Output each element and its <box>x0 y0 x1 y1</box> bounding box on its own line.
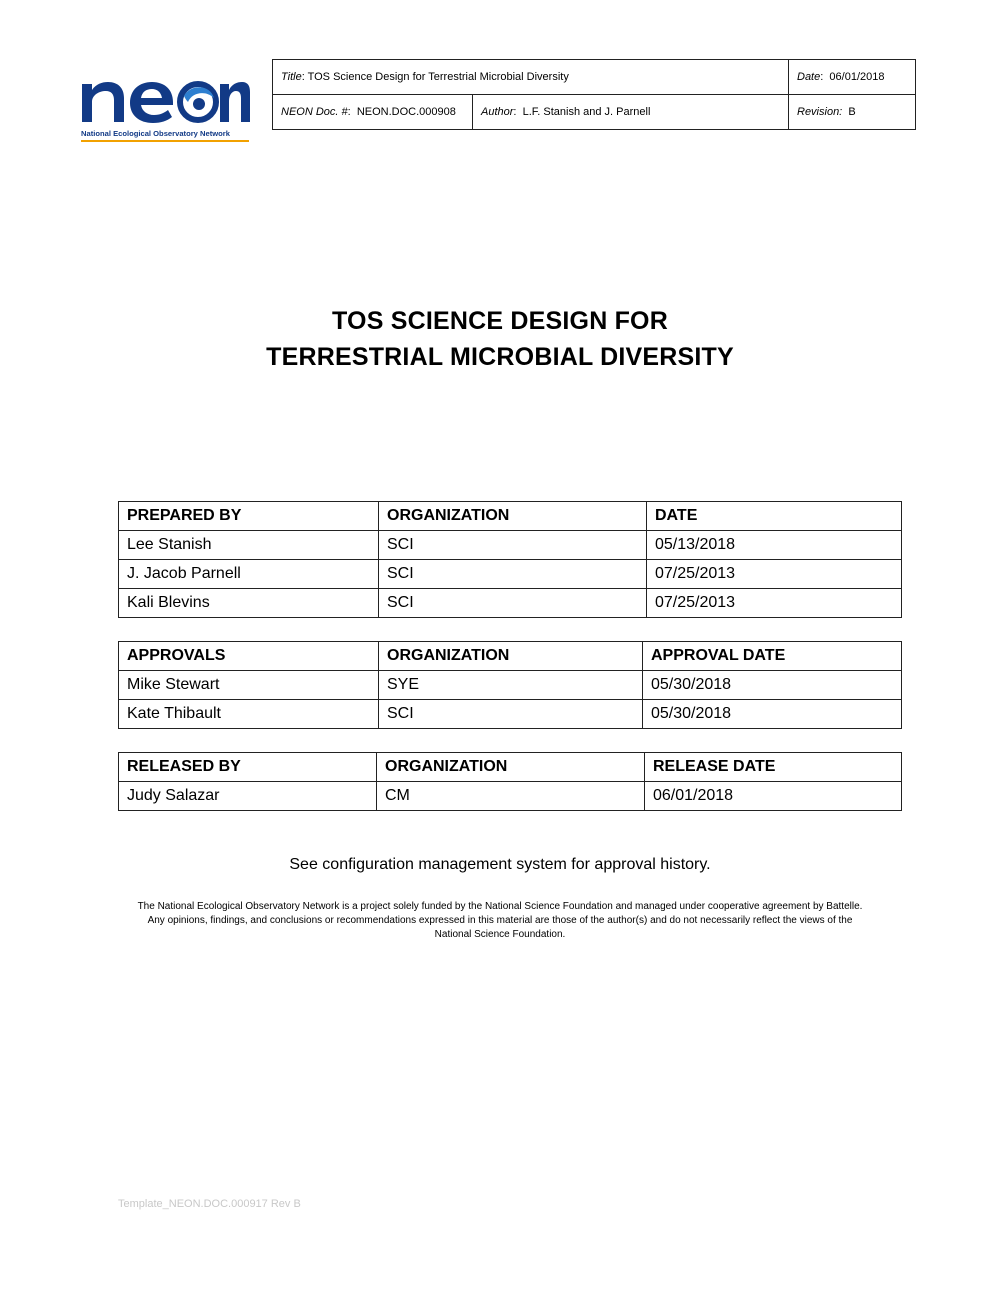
header-author-label: Author <box>481 106 514 118</box>
neon-logo <box>78 70 252 142</box>
approval-date: 05/30/2018 <box>643 700 902 729</box>
table-row <box>119 560 902 589</box>
header-date-cell: Date: 06/01/2018 <box>789 60 916 95</box>
approver-organization: SCI <box>379 700 643 729</box>
header-author-cell: Author: L.F. Stanish and J. Parnell <box>473 95 789 130</box>
preparer-date: 07/25/2013 <box>647 589 902 618</box>
approver-organization: SYE <box>379 671 643 700</box>
logo-tagline: National Ecological Observatory Network <box>81 129 230 138</box>
header-revision-cell <box>789 95 916 130</box>
disclaimer-line: The National Ecological Observatory Network is a project solely funded by the National Science Foundation and managed under cooperative agreement by Battelle. <box>137 901 863 912</box>
released-by-table <box>118 752 902 811</box>
template-footer: Template_NEON.DOC.000917 Rev B <box>118 1198 301 1210</box>
prepared-by-table <box>118 501 902 618</box>
header-date-value: 06/01/2018 <box>829 71 885 83</box>
header-doc-value: NEON.DOC.000908 <box>356 106 456 118</box>
column-header: APPROVALS <box>119 642 379 671</box>
logo-underline <box>81 140 249 142</box>
header-revision-label: Revision: <box>797 106 843 118</box>
disclaimer-line: National Science Foundation. <box>434 929 566 940</box>
column-header: ORGANIZATION <box>379 642 643 671</box>
preparer-organization: SCI <box>379 560 647 589</box>
table-row <box>119 671 902 700</box>
preparer-name: Kali Blevins <box>119 589 379 618</box>
preparer-organization: SCI <box>379 589 647 618</box>
document-title <box>0 303 1000 375</box>
preparer-name: Lee Stanish <box>119 531 379 560</box>
approver-name: Mike Stewart <box>119 671 379 700</box>
column-header: ORGANIZATION <box>379 502 647 531</box>
approvals-table <box>118 641 902 729</box>
disclaimer-line: Any opinions, findings, and conclusions or recommendations expressed in this material are those of the author(s) and do not necessarily reflect the views of the <box>147 915 853 926</box>
header-date-label: Date <box>797 71 821 83</box>
header-title-cell: Title: TOS Science Design for Terrestrial Microbial Diversity <box>273 60 789 95</box>
approval-date: 05/30/2018 <box>643 671 902 700</box>
preparer-date: 07/25/2013 <box>647 560 902 589</box>
column-header: PREPARED BY <box>119 502 379 531</box>
table-row <box>119 782 902 811</box>
column-header: DATE <box>647 502 902 531</box>
approver-name: Kate Thibault <box>119 700 379 729</box>
table-row <box>119 700 902 729</box>
funding-disclaimer <box>110 900 890 942</box>
header-revision-value: B <box>848 106 856 118</box>
column-header: RELEASED BY <box>119 753 377 782</box>
releaser-organization: CM <box>377 782 645 811</box>
header-author-value: L.F. Stanish and J. Parnell <box>522 106 651 118</box>
column-header: RELEASE DATE <box>645 753 902 782</box>
release-date: 06/01/2018 <box>645 782 902 811</box>
releaser-name: Judy Salazar <box>119 782 377 811</box>
preparer-name: J. Jacob Parnell <box>119 560 379 589</box>
column-header: APPROVAL DATE <box>643 642 902 671</box>
document-header-table <box>272 59 916 130</box>
preparer-date: 05/13/2018 <box>647 531 902 560</box>
header-title-value: TOS Science Design for Terrestrial Microbial Diversity <box>307 71 569 83</box>
header-title-label: Title <box>281 71 302 83</box>
column-header: ORGANIZATION <box>377 753 645 782</box>
configuration-note: See configuration management system for approval history. <box>289 856 711 873</box>
table-row <box>119 531 902 560</box>
document-title-line2: TERRESTRIAL MICROBIAL DIVERSITY <box>266 343 734 371</box>
neon-wordmark-icon <box>78 70 250 126</box>
header-doc-label: NEON Doc. # <box>281 106 348 118</box>
preparer-organization: SCI <box>379 531 647 560</box>
table-row <box>119 589 902 618</box>
document-title-line1: TOS SCIENCE DESIGN FOR <box>332 307 668 335</box>
header-doc-cell: NEON Doc. #: NEON.DOC.000908 <box>273 95 473 130</box>
